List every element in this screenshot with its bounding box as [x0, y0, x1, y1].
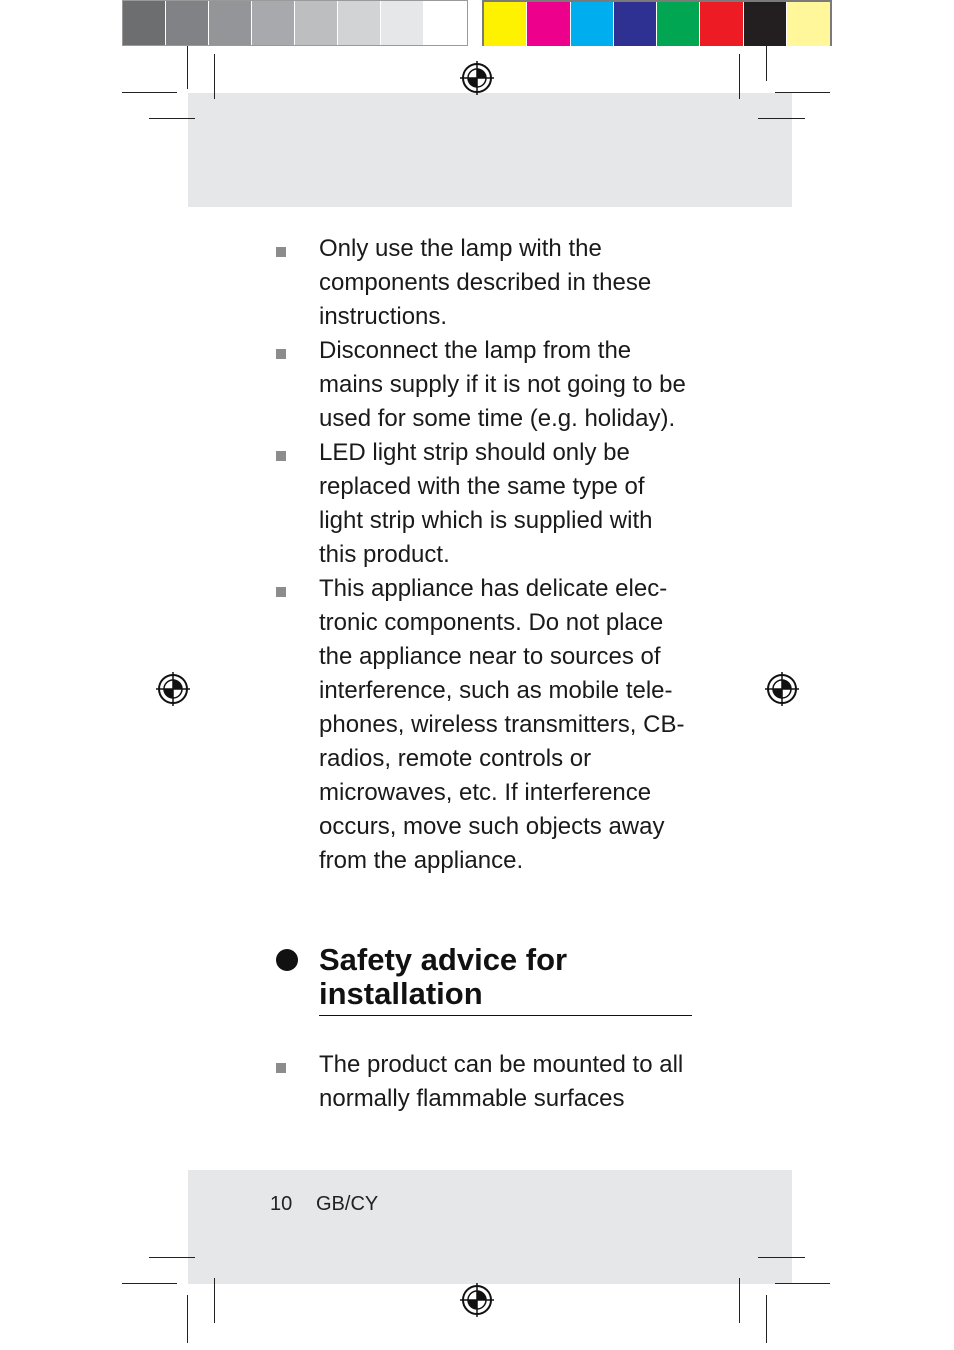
gray-swatch-3 [209, 1, 252, 45]
gray-calibration-strip [122, 0, 468, 46]
square-bullet-icon [276, 349, 286, 359]
gray-swatch-8 [424, 1, 467, 45]
color-swatch-5 [657, 2, 700, 46]
color-swatch-2 [527, 2, 570, 46]
list-item [272, 436, 692, 572]
crop-mark [775, 92, 830, 93]
section-installation [272, 943, 692, 1016]
language-code: GB/CY [316, 1193, 379, 1215]
color-swatch-6 [700, 2, 743, 46]
crop-mark [758, 1257, 805, 1258]
color-swatch-3 [571, 2, 614, 46]
round-bullet-icon [276, 949, 298, 971]
crop-mark [122, 1283, 177, 1284]
crop-mark [214, 54, 215, 99]
installation-list-block [272, 1048, 692, 1116]
square-bullet-icon [276, 451, 286, 461]
registration-mark-icon [460, 1283, 494, 1317]
safety-list-block [272, 232, 692, 878]
color-swatch-1 [484, 2, 527, 46]
process-color-strip [482, 0, 832, 46]
color-swatch-7 [744, 2, 787, 46]
registration-mark-icon [460, 61, 494, 95]
crop-mark [775, 1283, 830, 1284]
crop-mark [122, 92, 177, 93]
list-item [272, 1048, 692, 1116]
list-item-text: This appliance has delicate elec-tronic components. Do not place the appliance near to sources of interference, such as mobile tele-phones, wireless transmitters, CB-radios, remote controls or microwaves, etc. If interference occurs, move such objects away from the appliance. [319, 575, 685, 874]
crop-mark [766, 1295, 767, 1343]
crop-mark [214, 1278, 215, 1323]
square-bullet-icon [276, 587, 286, 597]
installation-list [272, 1048, 692, 1116]
footer-band [188, 1170, 792, 1284]
color-swatch-8 [787, 2, 830, 46]
gray-swatch-1 [123, 1, 166, 45]
list-item [272, 232, 692, 334]
crop-mark [758, 118, 805, 119]
section-heading: Safety advice for installation [319, 943, 692, 1016]
list-item-text: Disconnect the lamp from the mains supply if it is not going to be used for some time (e.g. holiday). [319, 337, 686, 432]
square-bullet-icon [276, 1063, 286, 1073]
crop-mark [187, 1295, 188, 1343]
list-item [272, 572, 692, 878]
page-number: 10 [270, 1193, 293, 1215]
crop-mark [187, 46, 188, 89]
header-band [188, 93, 792, 207]
list-item-text: The product can be mounted to all normally flammable surfaces [319, 1051, 684, 1112]
gray-swatch-7 [381, 1, 424, 45]
gray-swatch-2 [166, 1, 209, 45]
crop-mark [739, 1278, 740, 1323]
registration-mark-icon [156, 672, 190, 706]
square-bullet-icon [276, 247, 286, 257]
list-item-text: LED light strip should only be replaced with the same type of light strip which is supplied with this product. [319, 439, 653, 568]
gray-swatch-5 [295, 1, 338, 45]
crop-mark [149, 118, 195, 119]
gray-swatch-6 [338, 1, 381, 45]
crop-mark [766, 46, 767, 81]
list-item-text: Only use the lamp with the components described in these instructions. [319, 235, 652, 330]
gray-swatch-4 [252, 1, 295, 45]
crop-mark [149, 1257, 195, 1258]
safety-list [272, 232, 692, 878]
crop-mark [739, 54, 740, 99]
color-swatch-4 [614, 2, 657, 46]
list-item [272, 334, 692, 436]
registration-mark-icon [765, 672, 799, 706]
